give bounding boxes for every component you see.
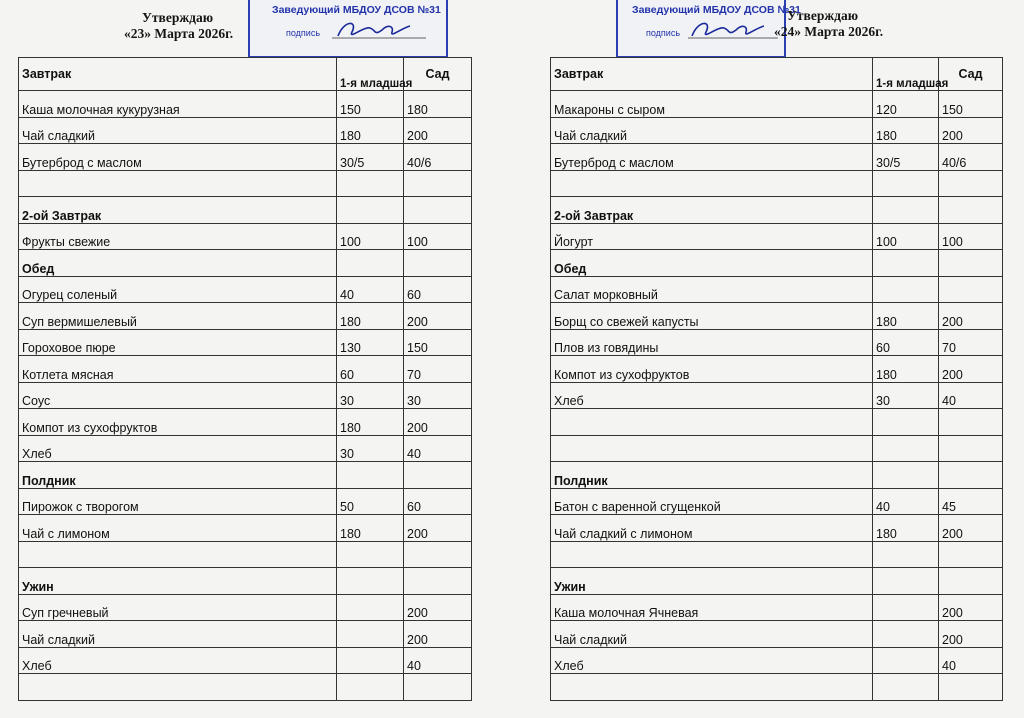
dish-name-cell: Котлета мясная bbox=[19, 356, 337, 383]
garden-portion-cell bbox=[939, 462, 1003, 489]
dish-name-cell: Хлеб bbox=[551, 647, 873, 674]
table-row bbox=[551, 276, 1003, 303]
garden-portion-cell: 200 bbox=[404, 621, 472, 648]
garden-portion-cell: 70 bbox=[939, 329, 1003, 356]
approval-stamp bbox=[616, 0, 801, 58]
dish-name-cell: Обед bbox=[551, 250, 873, 277]
junior-portion-cell: 120 bbox=[873, 91, 939, 118]
table-row bbox=[19, 409, 472, 436]
garden-portion-cell bbox=[404, 197, 472, 224]
dish-name-cell bbox=[551, 541, 873, 568]
dish-name-cell: Пирожок с творогом bbox=[19, 488, 337, 515]
table-row bbox=[551, 144, 1003, 171]
dish-name-cell bbox=[551, 674, 873, 701]
junior-portion-cell bbox=[337, 594, 404, 621]
garden-portion-cell: 70 bbox=[404, 356, 472, 383]
junior-portion-cell bbox=[873, 568, 939, 595]
dish-name-cell: Чай сладкий bbox=[551, 117, 873, 144]
dish-name-cell: Бутерброд с маслом bbox=[19, 144, 337, 171]
junior-portion-cell: 180 bbox=[873, 515, 939, 542]
table-header-row bbox=[19, 58, 472, 91]
dish-name-cell: Чай с лимоном bbox=[19, 515, 337, 542]
dish-name-cell: Ужин bbox=[551, 568, 873, 595]
table-row bbox=[551, 674, 1003, 701]
dish-name-cell: Хлеб bbox=[551, 382, 873, 409]
dish-name-cell bbox=[19, 674, 337, 701]
column-header-meal: Завтрак bbox=[19, 58, 337, 91]
table-row bbox=[551, 117, 1003, 144]
dish-name-cell: Фрукты свежие bbox=[19, 223, 337, 250]
dish-name-cell: Плов из говядины bbox=[551, 329, 873, 356]
garden-portion-cell: 200 bbox=[404, 409, 472, 436]
garden-portion-cell: 100 bbox=[939, 223, 1003, 250]
junior-portion-cell: 60 bbox=[873, 329, 939, 356]
garden-portion-cell: 150 bbox=[404, 329, 472, 356]
table-row bbox=[551, 621, 1003, 648]
junior-portion-cell: 130 bbox=[337, 329, 404, 356]
table-row bbox=[551, 356, 1003, 383]
junior-portion-cell: 150 bbox=[337, 91, 404, 118]
table-row bbox=[19, 170, 472, 197]
table-row bbox=[19, 435, 472, 462]
dish-name-cell: Салат морковный bbox=[551, 276, 873, 303]
table-row bbox=[19, 91, 472, 118]
junior-portion-cell bbox=[873, 250, 939, 277]
table-row bbox=[19, 462, 472, 489]
dish-name-cell: Суп вермишелевый bbox=[19, 303, 337, 330]
table-row bbox=[19, 647, 472, 674]
garden-portion-cell: 40 bbox=[939, 647, 1003, 674]
table-row bbox=[19, 541, 472, 568]
junior-portion-cell bbox=[873, 621, 939, 648]
garden-portion-cell: 200 bbox=[939, 356, 1003, 383]
table-row bbox=[19, 515, 472, 542]
dish-name-cell: Макароны с сыром bbox=[551, 91, 873, 118]
table-row bbox=[551, 303, 1003, 330]
right-menu-page bbox=[512, 0, 1024, 718]
signature-icon bbox=[330, 16, 430, 44]
garden-portion-cell bbox=[939, 197, 1003, 224]
garden-portion-cell bbox=[939, 541, 1003, 568]
table-row bbox=[551, 541, 1003, 568]
table-row bbox=[551, 250, 1003, 277]
garden-portion-cell: 40 bbox=[404, 647, 472, 674]
garden-portion-cell: 200 bbox=[939, 594, 1003, 621]
dish-name-cell: 2-ой Завтрак bbox=[19, 197, 337, 224]
dish-name-cell: 2-ой Завтрак bbox=[551, 197, 873, 224]
junior-portion-cell bbox=[337, 568, 404, 595]
table-row bbox=[19, 250, 472, 277]
table-row bbox=[19, 382, 472, 409]
junior-portion-cell: 30/5 bbox=[337, 144, 404, 171]
garden-portion-cell: 150 bbox=[939, 91, 1003, 118]
garden-portion-cell: 200 bbox=[939, 515, 1003, 542]
junior-portion-cell bbox=[873, 647, 939, 674]
menu-date: «24» Марта 2026г. bbox=[774, 24, 884, 39]
table-row bbox=[19, 488, 472, 515]
dish-name-cell: Суп гречневый bbox=[19, 594, 337, 621]
dish-name-cell: Чай сладкий с лимоном bbox=[551, 515, 873, 542]
column-header-garden: Сад bbox=[939, 58, 1003, 91]
approve-label: Утверждаю bbox=[787, 8, 859, 23]
garden-portion-cell: 60 bbox=[404, 276, 472, 303]
approval-stamp bbox=[248, 0, 448, 58]
column-header-meal: Завтрак bbox=[551, 58, 873, 91]
junior-portion-cell: 60 bbox=[337, 356, 404, 383]
junior-portion-cell: 180 bbox=[337, 117, 404, 144]
garden-portion-cell bbox=[939, 170, 1003, 197]
garden-portion-cell bbox=[404, 462, 472, 489]
garden-portion-cell bbox=[939, 568, 1003, 595]
dish-name-cell: Полдник bbox=[551, 462, 873, 489]
junior-portion-cell bbox=[873, 276, 939, 303]
junior-portion-cell bbox=[337, 250, 404, 277]
stamp-sign-label: подпись bbox=[646, 28, 681, 38]
garden-portion-cell: 180 bbox=[404, 91, 472, 118]
dish-name-cell: Каша молочная Ячневая bbox=[551, 594, 873, 621]
approve-label: Утверждаю bbox=[142, 10, 214, 25]
table-row bbox=[19, 144, 472, 171]
garden-portion-cell: 30 bbox=[404, 382, 472, 409]
table-row bbox=[19, 276, 472, 303]
dish-name-cell: Хлеб bbox=[19, 647, 337, 674]
junior-portion-cell bbox=[337, 621, 404, 648]
dish-name-cell: Обед bbox=[19, 250, 337, 277]
garden-portion-cell: 200 bbox=[939, 303, 1003, 330]
dish-name-cell bbox=[551, 435, 873, 462]
dish-name-cell: Батон с варенной сгущенкой bbox=[551, 488, 873, 515]
table-row bbox=[19, 594, 472, 621]
garden-portion-cell: 40/6 bbox=[939, 144, 1003, 171]
table-row bbox=[551, 568, 1003, 595]
dish-name-cell bbox=[551, 170, 873, 197]
junior-portion-cell: 30 bbox=[337, 382, 404, 409]
garden-portion-cell bbox=[939, 250, 1003, 277]
column-header-garden: Сад bbox=[404, 58, 472, 91]
garden-portion-cell: 100 bbox=[404, 223, 472, 250]
junior-portion-cell bbox=[873, 594, 939, 621]
dish-name-cell: Полдник bbox=[19, 462, 337, 489]
garden-portion-cell: 200 bbox=[939, 621, 1003, 648]
table-row bbox=[551, 91, 1003, 118]
garden-portion-cell bbox=[939, 409, 1003, 436]
junior-portion-cell: 180 bbox=[337, 515, 404, 542]
junior-portion-cell bbox=[337, 462, 404, 489]
table-row bbox=[551, 329, 1003, 356]
garden-portion-cell: 200 bbox=[404, 117, 472, 144]
table-row bbox=[19, 117, 472, 144]
table-row bbox=[551, 223, 1003, 250]
garden-portion-cell bbox=[939, 276, 1003, 303]
dish-name-cell: Гороховое пюре bbox=[19, 329, 337, 356]
junior-portion-cell bbox=[873, 541, 939, 568]
junior-portion-cell: 100 bbox=[873, 223, 939, 250]
dish-name-cell bbox=[19, 541, 337, 568]
garden-portion-cell bbox=[404, 250, 472, 277]
garden-portion-cell: 60 bbox=[404, 488, 472, 515]
table-row bbox=[19, 356, 472, 383]
garden-portion-cell bbox=[404, 170, 472, 197]
junior-portion-cell: 40 bbox=[873, 488, 939, 515]
table-row bbox=[19, 674, 472, 701]
table-row bbox=[19, 303, 472, 330]
junior-portion-cell: 30 bbox=[873, 382, 939, 409]
junior-portion-cell bbox=[337, 541, 404, 568]
table-row bbox=[19, 621, 472, 648]
garden-portion-cell: 200 bbox=[404, 594, 472, 621]
junior-portion-cell bbox=[873, 409, 939, 436]
table-row bbox=[551, 594, 1003, 621]
menu-table bbox=[18, 57, 472, 701]
junior-portion-cell: 100 bbox=[337, 223, 404, 250]
dish-name-cell: Огурец соленый bbox=[19, 276, 337, 303]
garden-portion-cell: 40 bbox=[404, 435, 472, 462]
dish-name-cell: Бутерброд с маслом bbox=[551, 144, 873, 171]
dish-name-cell: Компот из сухофруктов bbox=[551, 356, 873, 383]
table-row bbox=[19, 197, 472, 224]
table-row bbox=[19, 223, 472, 250]
table-row bbox=[551, 435, 1003, 462]
column-header-junior: 1-я младшая bbox=[873, 58, 939, 91]
column-header-junior: 1-я младшая bbox=[337, 58, 404, 91]
dish-name-cell: Чай сладкий bbox=[551, 621, 873, 648]
junior-portion-cell: 50 bbox=[337, 488, 404, 515]
table-row bbox=[551, 647, 1003, 674]
dish-name-cell bbox=[551, 409, 873, 436]
junior-portion-cell bbox=[337, 674, 404, 701]
junior-portion-cell: 180 bbox=[337, 409, 404, 436]
junior-portion-cell: 40 bbox=[337, 276, 404, 303]
junior-portion-cell bbox=[873, 674, 939, 701]
menu-table bbox=[550, 57, 1003, 701]
garden-portion-cell: 200 bbox=[404, 303, 472, 330]
junior-portion-cell bbox=[337, 647, 404, 674]
junior-portion-cell bbox=[337, 197, 404, 224]
dish-name-cell: Компот из сухофруктов bbox=[19, 409, 337, 436]
dish-name-cell: Хлеб bbox=[19, 435, 337, 462]
dish-name-cell: Ужин bbox=[19, 568, 337, 595]
table-row bbox=[551, 515, 1003, 542]
table-row bbox=[551, 488, 1003, 515]
dish-name-cell: Борщ со свежей капусты bbox=[551, 303, 873, 330]
junior-portion-cell: 180 bbox=[873, 117, 939, 144]
garden-portion-cell: 200 bbox=[939, 117, 1003, 144]
dish-name-cell: Йогурт bbox=[551, 223, 873, 250]
table-row bbox=[551, 382, 1003, 409]
junior-portion-cell bbox=[873, 197, 939, 224]
dish-name-cell: Чай сладкий bbox=[19, 621, 337, 648]
junior-portion-cell bbox=[337, 170, 404, 197]
junior-portion-cell bbox=[873, 462, 939, 489]
garden-portion-cell bbox=[939, 435, 1003, 462]
menu-date: «23» Марта 2026г. bbox=[124, 26, 234, 41]
junior-portion-cell bbox=[873, 170, 939, 197]
dish-name-cell: Каша молочная кукурузная bbox=[19, 91, 337, 118]
garden-portion-cell bbox=[404, 674, 472, 701]
stamp-sign-label: подпись bbox=[286, 28, 321, 38]
junior-portion-cell: 180 bbox=[873, 356, 939, 383]
dish-name-cell: Чай сладкий bbox=[19, 117, 337, 144]
stamp-position: Заведующий МБДОУ ДСОВ №31 bbox=[272, 4, 441, 16]
garden-portion-cell: 45 bbox=[939, 488, 1003, 515]
table-header-row bbox=[551, 58, 1003, 91]
table-row bbox=[19, 568, 472, 595]
junior-portion-cell: 30/5 bbox=[873, 144, 939, 171]
dish-name-cell bbox=[19, 170, 337, 197]
junior-portion-cell: 180 bbox=[337, 303, 404, 330]
table-row bbox=[551, 409, 1003, 436]
signature-icon bbox=[686, 16, 782, 44]
table-row bbox=[551, 197, 1003, 224]
garden-portion-cell bbox=[404, 568, 472, 595]
table-row bbox=[551, 170, 1003, 197]
stamp-position: Заведующий МБДОУ ДСОВ №31 bbox=[632, 4, 801, 16]
table-row bbox=[19, 329, 472, 356]
garden-portion-cell bbox=[404, 541, 472, 568]
garden-portion-cell: 200 bbox=[404, 515, 472, 542]
garden-portion-cell bbox=[939, 674, 1003, 701]
junior-portion-cell bbox=[873, 435, 939, 462]
dish-name-cell: Соус bbox=[19, 382, 337, 409]
junior-portion-cell: 180 bbox=[873, 303, 939, 330]
garden-portion-cell: 40 bbox=[939, 382, 1003, 409]
table-row bbox=[551, 462, 1003, 489]
garden-portion-cell: 40/6 bbox=[404, 144, 472, 171]
junior-portion-cell: 30 bbox=[337, 435, 404, 462]
